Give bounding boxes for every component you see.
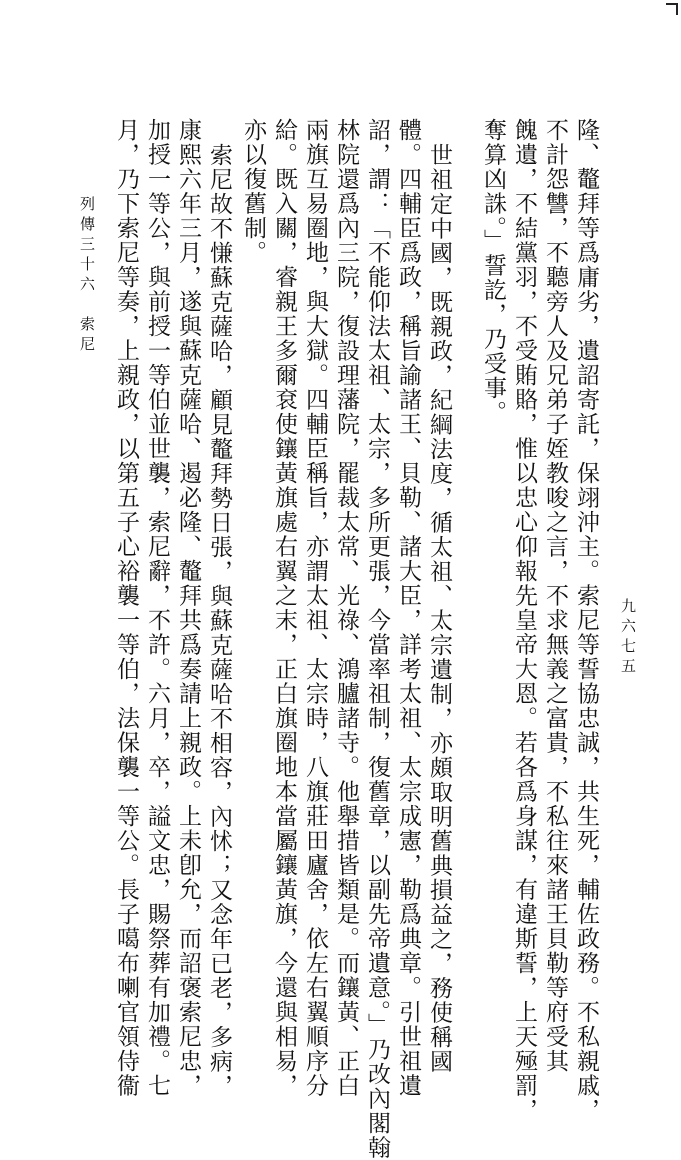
- text-column-5: 世祖定中國，既親政，紀綱法度，循太祖、太宗遺制，亦頗取明舊典損益之，務使稱國: [426, 143, 452, 1074]
- page-corner-mark: [666, 3, 678, 15]
- running-head: 列傳三十六 索尼: [78, 196, 96, 356]
- text-column-15: 月，乃下索尼等奏，上親政，以第五子心裕襲一等伯，法保襲一等公。長子噶布喇官領侍衞: [113, 118, 139, 1098]
- text-column-11: 亦以復舊制。: [240, 118, 266, 265]
- text-column-14: 加授一等公，與前授一等伯並世襲，索尼辭，不許。六月，卒，謚文忠，賜祭葬有加禮。七: [144, 118, 170, 1098]
- page-number: 九六七五: [619, 598, 637, 678]
- text-column-13: 康熙六年三月，遂與蘇克薩哈、遏必隆、鼇拜共爲奏請上親政。上未卽允，而詔褒索尼忠，: [175, 118, 201, 1098]
- text-column-9: 兩旗互易圈地，與大獄。四輔臣稱旨，亦謂太祖、太宗時，八旗莊田廬舍，依左右翼順序分: [302, 118, 328, 1098]
- text-column-7: 詔，謂：「不能仰法太祖、太宗，多所更張，今當率祖制，復舊章，以副先帝遺意。」乃改內閣翰: [364, 118, 390, 1160]
- text-column-12: 索尼故不慊蘇克薩哈，顧見鼇拜勢日張，與蘇克薩哈不相容，內怵；又念年已老，多病，: [206, 143, 232, 1099]
- text-column-6: 體。四輔臣爲政，稱旨諭諸王、貝勒、諸大臣，詳考太祖、太宗成憲，勒爲典章。引世祖遺: [395, 118, 421, 1098]
- text-column-3: 餽遺，不結黨羽，不受賄賂，惟以忠心仰報先皇帝大恩。若各爲身謀，有違斯誓，上天殛罰，: [511, 118, 537, 1123]
- text-column-1: 隆、鼇拜等爲庸劣，遺詔寄託，保翊沖主。索尼等誓協忠誠，共生死，輔佐政務。不私親戚，: [573, 118, 599, 1123]
- text-column-2: 不計怨讐，不聽旁人及兄弟子姪教唆之言，不求無義之富貴，不私往來諸王貝勒等府受其: [542, 118, 568, 1074]
- text-column-8: 林院還爲內三院，復設理藩院，罷裁太常、光祿、鴻臚諸寺。他舉措皆類是。而鑲黃、正白: [333, 118, 359, 1098]
- text-column-10: 給。既入關，睿親王多爾袞使鑲黃旗處右翼之末，正白旗圈地本當屬鑲黃旗，今還與相易，: [271, 118, 297, 1098]
- text-column-4: 奪算凶誅。」誓訖，乃受事。: [480, 118, 506, 425]
